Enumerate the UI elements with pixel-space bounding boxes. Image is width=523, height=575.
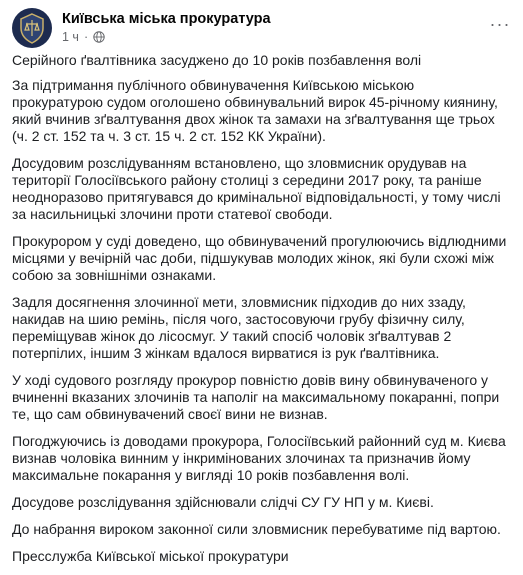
globe-icon bbox=[93, 31, 105, 43]
page-name[interactable]: Київська міська прокуратура bbox=[62, 11, 271, 27]
post-paragraph: До набрання вироком законної сили зловмисник перебуватиме під вартою. bbox=[12, 521, 501, 537]
post-time[interactable]: 1 ч bbox=[62, 30, 79, 44]
post-meta bbox=[62, 30, 105, 44]
post-paragraph: Задля досягнення злочинної мети, зловмисник підходив до них ззаду, накидав на шию ремінь, після чого, застосовуючи грубу фізичну силу, переміщував жінок до лісосмуг. У такий спосіб чоловік зґвалтував 2 потерпілих, іншим 3 жінкам вдалося вирватися із рук ґвалтівника. bbox=[12, 294, 466, 361]
post-paragraph: За підтримання публічного обвинувачення Київською міською прокуратурою судом оголошено обвинувальний вирок 45-річному киянину, який вчинив зґвалтування двох жінок та замахи на зґвалтування ще трьох (ч. 2 ст. 152 та ч. 3 ст. 15 ч. 2 ст. 152 КК України). bbox=[12, 77, 498, 144]
post-signature: Пресслужба Київської міської прокуратури bbox=[12, 548, 289, 564]
post-paragraph: Погоджуючись із доводами прокурора, Голосіївський районний суд м. Києва визнав чоловіка винним у інкримінованих злочинах та призначив йому максимальне покарання у вигляді 10 років позбавлення волі. bbox=[12, 433, 506, 483]
meta-separator: · bbox=[83, 30, 89, 44]
post-paragraph-title: Серійного ґвалтівника засуджено до 10 років позбавлення волі bbox=[12, 52, 422, 68]
post-paragraph: Досудове розслідування здійснювали слідчі СУ ГУ НП у м. Києві. bbox=[12, 494, 434, 510]
post-paragraph: Прокурором у суді доведено, що обвинувачений прогулюючись відлюдними місцями у вечірній час доби, підшукував молодих жінок, які були схожі між собою за зовнішніми ознаками. bbox=[12, 233, 507, 283]
prosecutor-emblem-icon bbox=[12, 8, 52, 48]
page-avatar[interactable] bbox=[12, 8, 52, 48]
more-options-button[interactable] bbox=[488, 12, 512, 36]
post-paragraph: У ході судового розгляду прокурор повністю довів вину обвинуваченого у вчиненні вказаних злочинів та наполіг на максимальному покаранні, попри те, що сам обвинувачений своєї вини не визнав. bbox=[12, 372, 500, 422]
post-paragraph: Досудовим розслідуванням встановлено, що зловмисник орудував на території Голосіївського району столиці з середини 2017 року, та раніше неодноразово притягувався до кримінальної відповідальності, у тому числі за насильницькі злочини проти статевої свободи. bbox=[12, 155, 501, 222]
post-text bbox=[12, 52, 508, 575]
post-header bbox=[12, 8, 512, 48]
more-icon: ··· bbox=[489, 13, 511, 34]
